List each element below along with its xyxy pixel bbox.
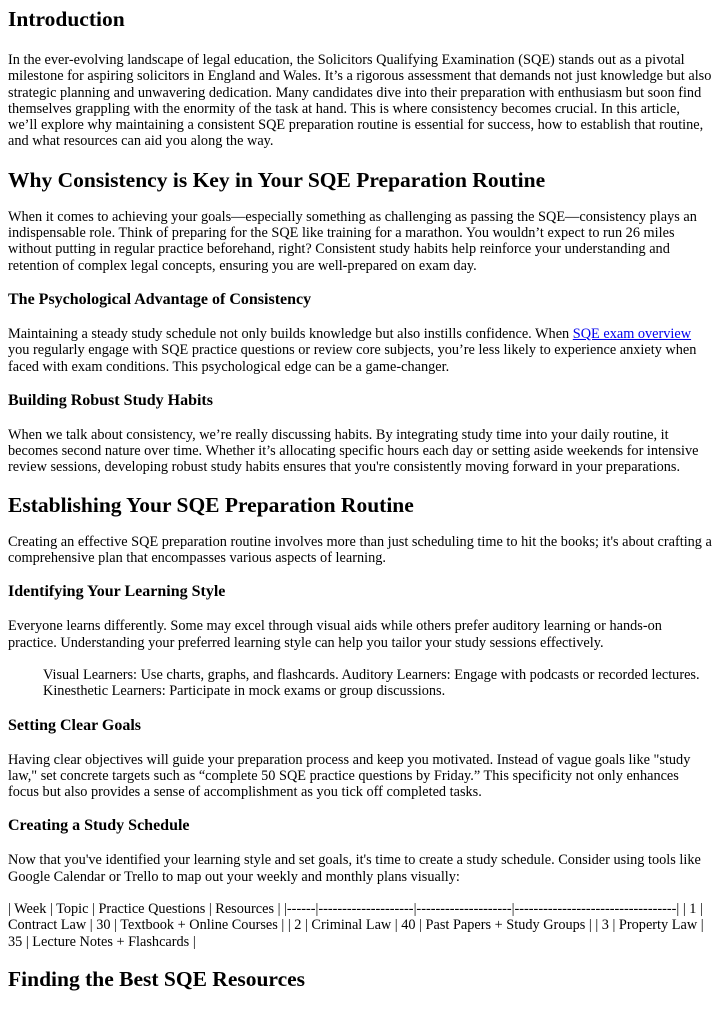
schedule-table-text: | Week | Topic | Practice Questions | Resources | |------|--------------------|--------------------|----------------------------------| | 1 | Contract Law | 30 | Textbook + Online Courses | | 2 | Criminal Law | 40 | Past Papers + Study Groups | | 3 | Property Law | 35 | Lecture Notes + Flashcards |	[8, 901, 704, 950]
introduction-paragraph: In the ever-evolving landscape of legal education, the Solicitors Qualifying Examination (SQE) stands out as a pivotal milestone for aspiring solicitors in England and Wales. It’s a rigorous assessment that demands not just knowledge but also strategic planning and unwavering dedication. Many candidates dive into their preparation with enthusiasm but soon find themselves grappling with the enormity of the task at hand. This is where consistency becomes crucial. In this article, we’ll explore why maintaining a consistent SQE preparation routine is essential for success, how to establish that routine, and what resources can aid you along the way.	[8, 52, 712, 150]
schedule-paragraph: Now that you've identified your learning style and set goals, it's time to create a study schedule. Consider using tools like Google Calendar or Trello to map out your weekly and monthly plans visually:	[8, 852, 701, 885]
article	[0, 6, 720, 992]
resources-heading: Finding the Best SQE Resources	[8, 966, 306, 991]
habits-heading: Building Robust Study Habits	[8, 391, 213, 409]
establishing-paragraph: Creating an effective SQE preparation routine involves more than just scheduling time to hit the books; it's about crafting a comprehensive plan that encompasses various aspects of learning.	[8, 533, 712, 567]
psychological-text-before: Maintaining a steady study schedule not only builds knowledge but also instills confidence. When	[8, 325, 573, 342]
habits-paragraph: When we talk about consistency, we’re really discussing habits. By integrating study time into your daily routine, it becomes second nature over time. Whether it’s allocating specific hours each day or setting aside weekends for intensive review sessions, developing robust study habits ensures that you're consistently moving forward in your preparations.	[8, 426, 699, 476]
schedule-heading: Creating a Study Schedule	[8, 817, 190, 835]
introduction-heading: Introduction	[8, 7, 125, 31]
learning-style-heading: Identifying Your Learning Style	[8, 583, 226, 601]
sqe-exam-overview-link[interactable]: SQE exam overview	[572, 325, 692, 342]
goals-paragraph: Having clear objectives will guide your preparation process and keep you motivated. Instead of vague goals like "study law," set concrete targets such as “complete 50 SQE practice questions by Friday.” This specificity not only enhances focus but also provides a sense of accomplishment as you tick off completed tasks.	[8, 751, 691, 801]
psychological-text-after: you regularly engage with SQE practice questions or review core subjects, you’re less likely to experience anxiety when faced with exam conditions. This psychological edge can be a game-changer.	[8, 342, 697, 375]
why-consistency-heading: Why Consistency is Key in Your SQE Preparation Routine	[8, 167, 546, 192]
learning-style-paragraph: Everyone learns differently. Some may excel through visual aids while others prefer auditory learning or hands-on practice. Understanding your preferred learning style can help you tailor your study sessions effectively.	[8, 618, 662, 651]
goals-heading: Setting Clear Goals	[8, 716, 142, 734]
psychological-heading: The Psychological Advantage of Consistency	[8, 290, 312, 308]
psychological-paragraph	[8, 326, 712, 375]
why-consistency-paragraph: When it comes to achieving your goals—especially something as challenging as passing the SQE—consistency plays an indispensable role. Think of preparing for the SQE like training for a marathon. You wouldn’t expect to run 26 miles without putting in regular practice beforehand, right? Consistent study habits help reinforce your understanding and retention of complex legal concepts, ensuring you are well-prepared on exam day.	[8, 208, 697, 274]
learning-style-list: Visual Learners: Use charts, graphs, and flashcards. Auditory Learners: Engage with podcasts or recorded lectures. Kinesthetic Learners: Participate in mock exams or group discussions.	[43, 666, 700, 700]
establishing-heading: Establishing Your SQE Preparation Routine	[8, 492, 414, 517]
